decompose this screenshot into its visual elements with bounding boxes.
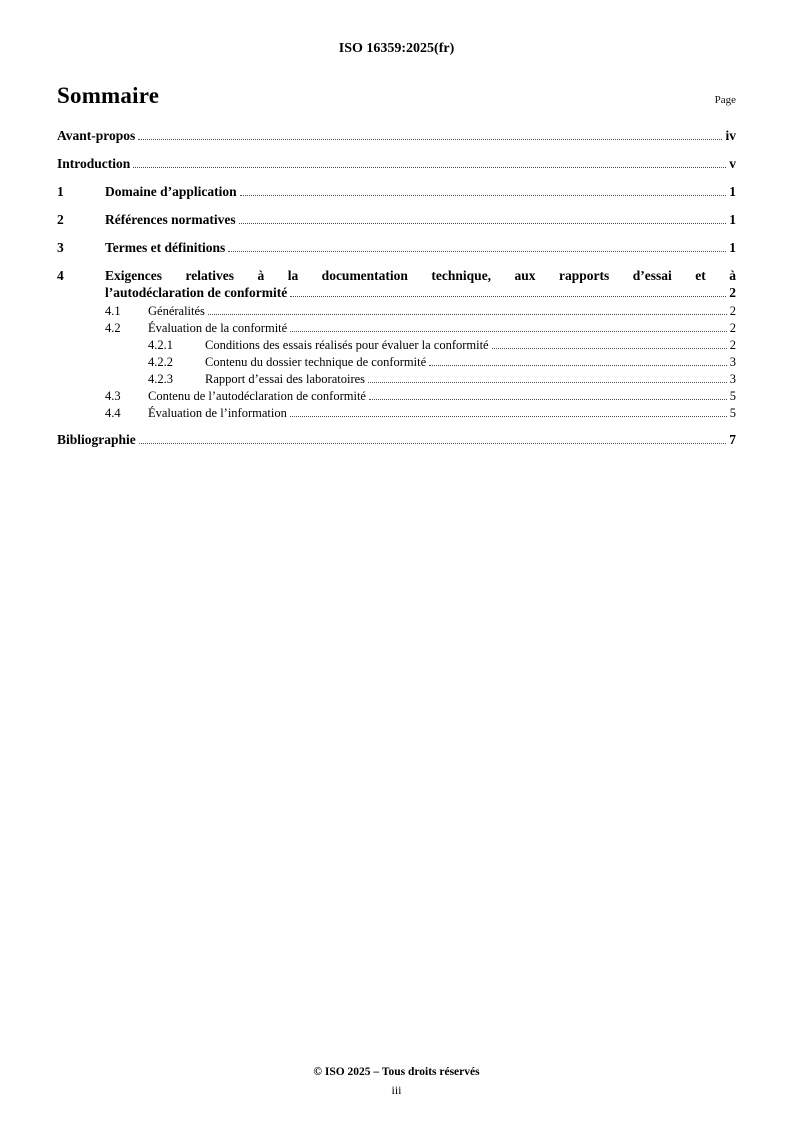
dot-leader [369,399,727,400]
toc-entry-3[interactable] [57,239,736,256]
toc-entry-2[interactable] [57,211,736,228]
toc-entry-bibliographie[interactable] [57,431,736,448]
toc-entry-introduction[interactable] [57,155,736,172]
toc-entry-number: 4.1 [105,304,121,318]
dot-leader [290,296,726,297]
toc-entry-page: v [729,156,736,171]
dot-leader [208,314,727,315]
toc-entry-label: Contenu du dossier technique de conformité [205,355,427,369]
toc-entry-4-4[interactable] [57,406,736,420]
toc-entry-label: Évaluation de l’information [148,406,287,420]
folio-page-number: iii [391,1083,402,1097]
toc-entry-4-2-3[interactable] [57,372,736,386]
toc-entry-label: Conditions des essais réalisés pour évaluer la conformité [205,338,489,352]
toc-entry-number: 1 [57,184,64,199]
document-footer [0,1065,793,1098]
toc-entry-number: 4.2.2 [148,355,173,369]
document-header: ISO 16359:2025(fr) [338,41,455,56]
toc-entry-label: Rapport d’essai des laboratoires [205,372,366,386]
toc-entry-label: Références normatives [105,212,236,227]
toc-entry-multiline-label [105,267,736,301]
toc-entry-label: Domaine d’application [105,184,237,199]
toc-entry-page: 1 [729,212,736,227]
toc-entry-number: 4.2.3 [148,372,173,386]
toc-entry-4-2-2[interactable] [57,355,736,369]
toc-title-row [57,83,736,109]
toc-entry-page: 1 [729,240,736,255]
toc-entry-number: 4.3 [105,389,121,403]
toc-entry-number: 4 [57,268,64,283]
toc-entry-page: iv [725,128,736,143]
table-of-contents [57,127,736,448]
copyright-notice: © ISO 2025 – Tous droits réservés [313,1066,480,1078]
toc-entry-label-line1: Exigences relatives à la documentation technique, aux rapports d’essai et à [105,268,736,283]
dot-leader [240,195,727,196]
toc-entry-number: 3 [57,240,64,255]
toc-entry-4-3[interactable] [57,389,736,403]
page-column-label: Page [714,94,736,106]
dot-leader [138,139,722,140]
toc-entry-label: Avant-propos [57,128,136,143]
toc-entry-4[interactable] [57,267,736,301]
toc-entry-label: Introduction [57,156,131,171]
toc-entry-label: Bibliographie [57,432,136,447]
toc-entry-label: Évaluation de la conformité [148,321,288,335]
toc-entry-number: 2 [57,212,64,227]
toc-title: Sommaire [57,83,160,108]
dot-leader [139,443,726,444]
toc-entry-label: Généralités [148,304,205,318]
toc-entry-label-line2: l’autodéclaration de conformité [105,285,288,300]
toc-entry-4-2[interactable] [57,321,736,335]
dot-leader [290,331,727,332]
toc-entry-page: 2 [729,285,736,300]
toc-entry-page: 7 [729,432,736,447]
toc-entry-page: 1 [729,184,736,199]
toc-entry-page: 5 [729,406,736,420]
toc-entry-page: 2 [729,304,736,318]
dot-leader [492,348,727,349]
toc-entry-page: 2 [729,321,736,335]
toc-entry-label-line2-row [105,284,736,301]
toc-entry-4-2-1[interactable] [57,338,736,352]
toc-entry-number: 4.2.1 [148,338,173,352]
dot-leader [239,223,727,224]
toc-entry-avant-propos[interactable] [57,127,736,144]
dot-leader [290,416,727,417]
toc-entry-4-1[interactable] [57,304,736,318]
dot-leader [228,251,726,252]
toc-entry-page: 5 [729,389,736,403]
dot-leader [429,365,727,366]
toc-entry-number: 4.2 [105,321,121,335]
toc-entry-page: 2 [729,338,736,352]
toc-entry-number: 4.4 [105,406,121,420]
toc-entry-page: 3 [729,355,736,369]
toc-entry-1[interactable] [57,183,736,200]
dot-leader [133,167,726,168]
toc-entry-page: 3 [729,372,736,386]
dot-leader [368,382,727,383]
toc-entry-label: Contenu de l’autodéclaration de conformité [148,389,366,403]
toc-entry-label: Termes et définitions [105,240,226,255]
